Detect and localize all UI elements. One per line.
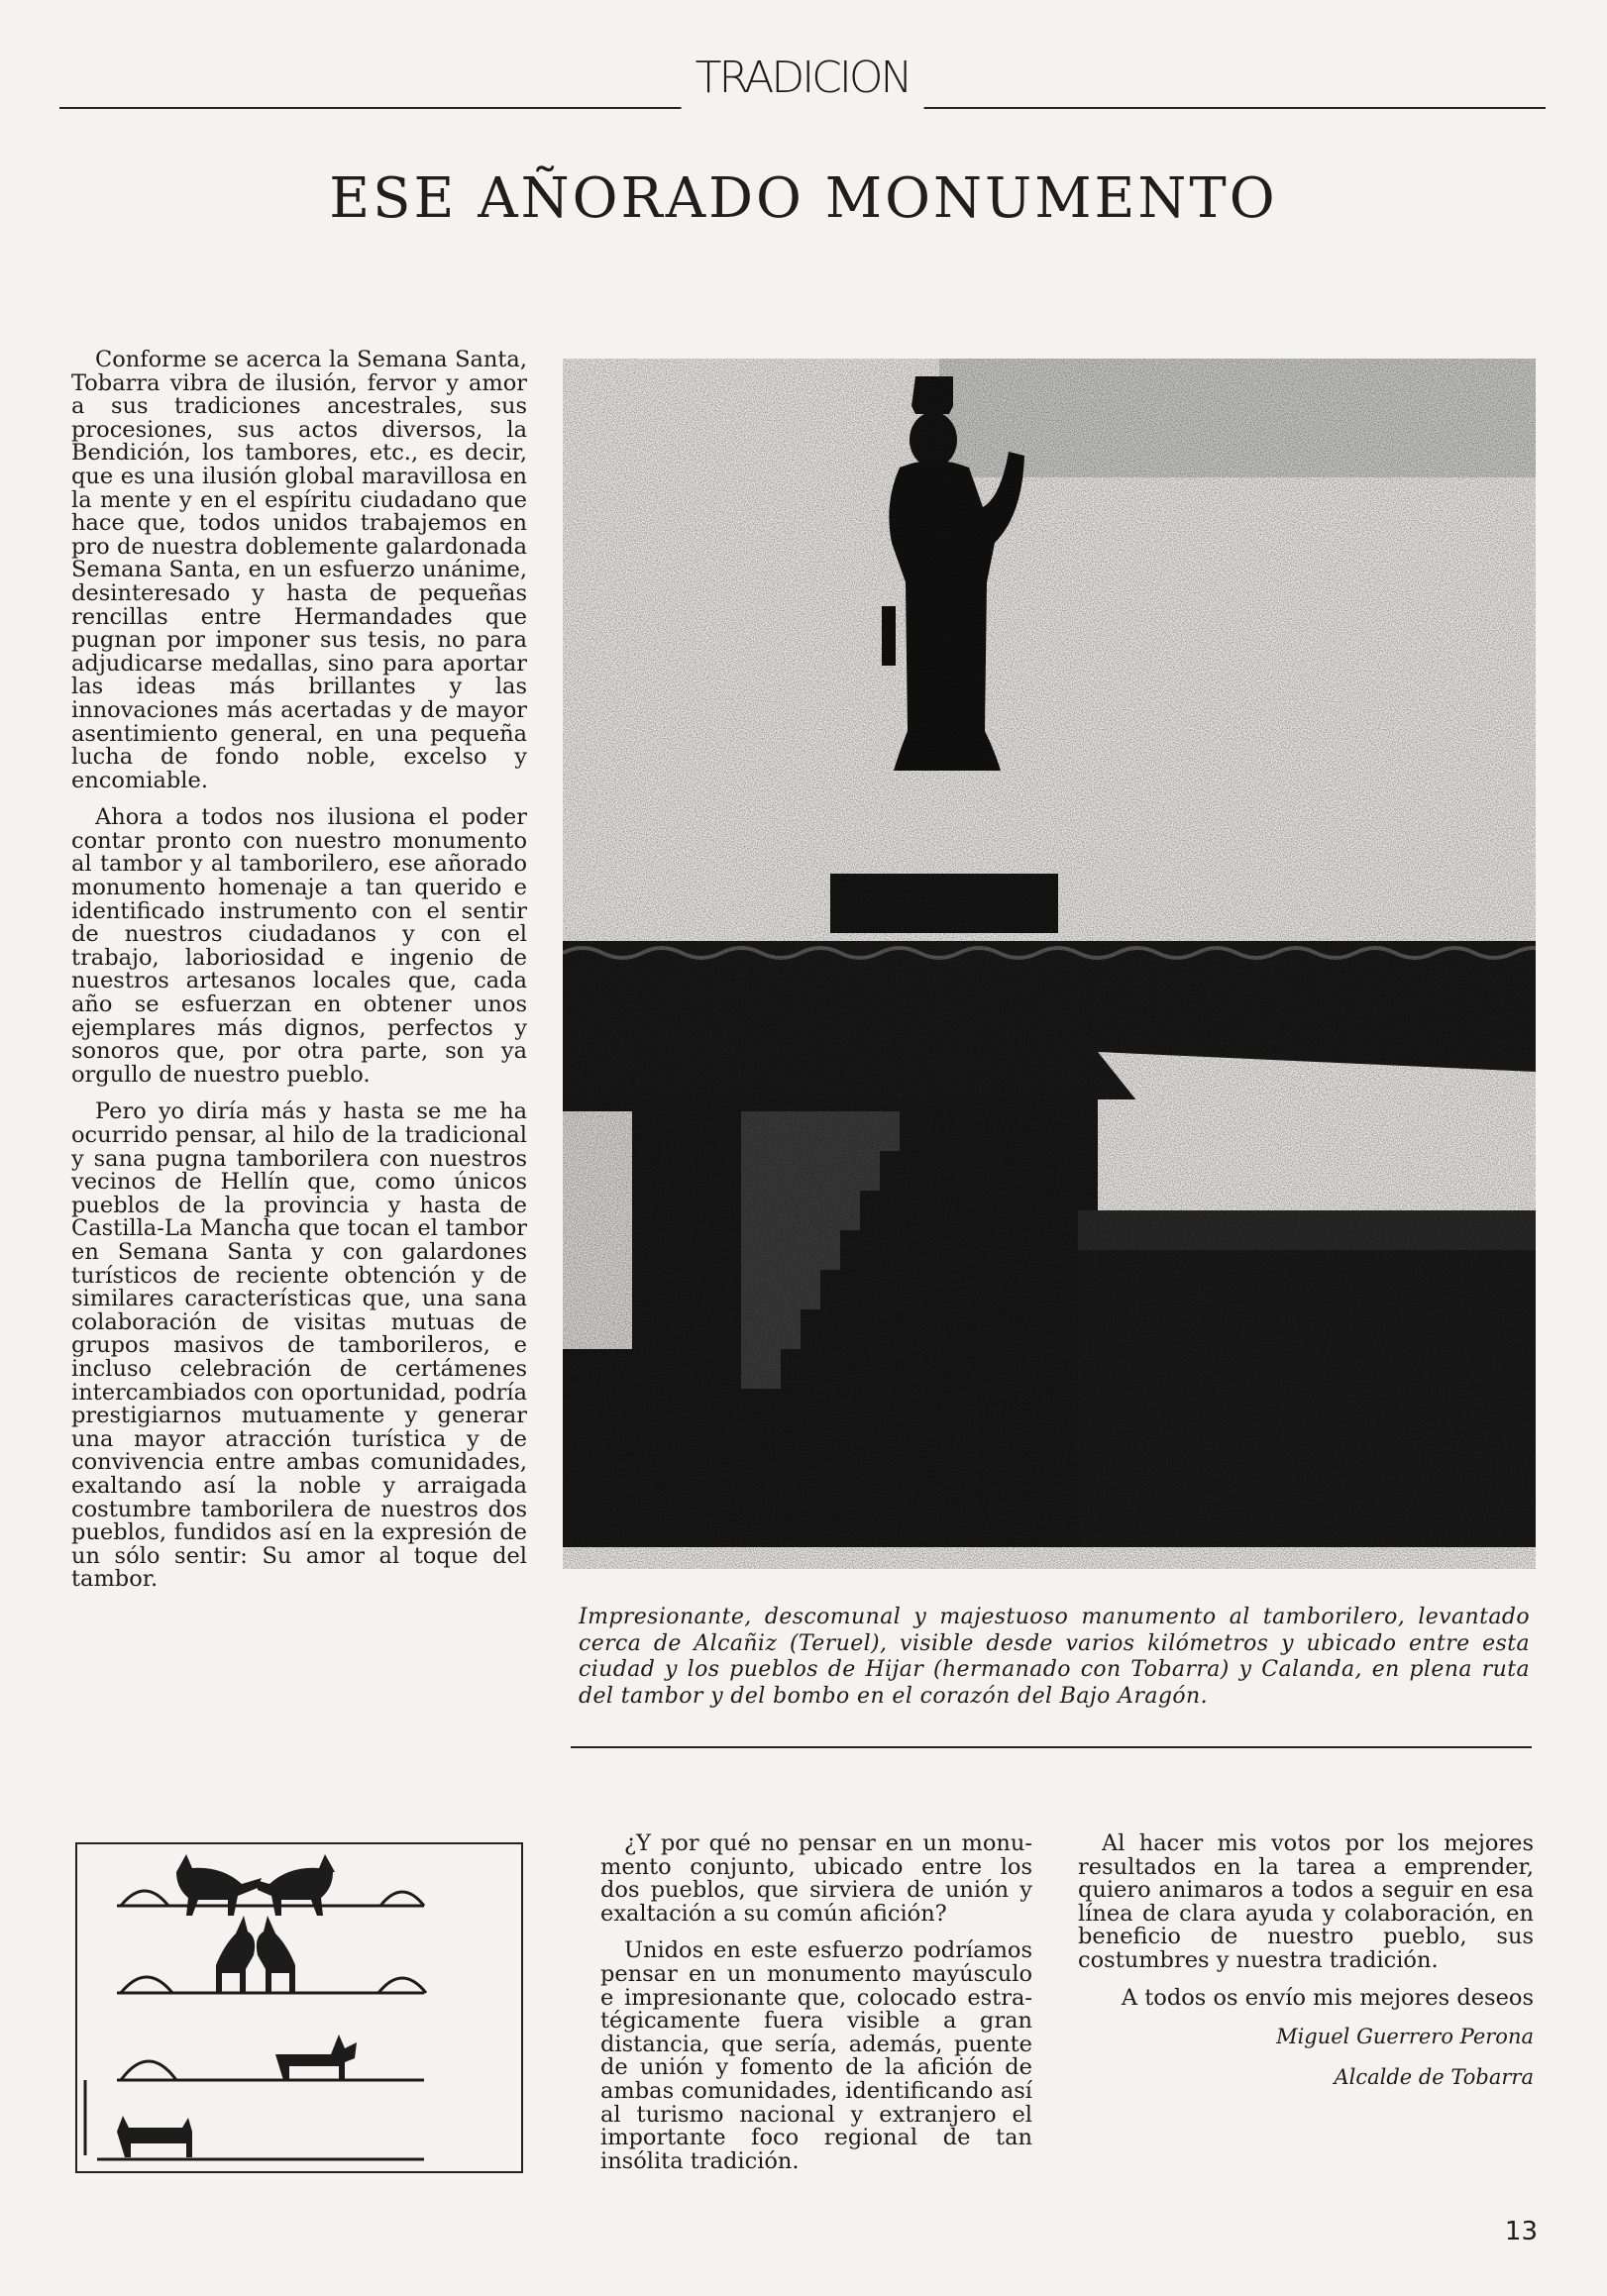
middle-column — [600, 1832, 1032, 2187]
donkeys-drawing — [75, 1842, 523, 2173]
article-title: ESE AÑORADO MONUMENTO — [329, 166, 1278, 231]
monument-photo — [563, 359, 1536, 1569]
monument-photo-drawing — [563, 359, 1536, 1569]
paragraph: ¿Y por qué no pensar en un monumento conjunto, ubicado entre los dos pueblos, que sirviera de unión y exaltación a su común afición? — [600, 1830, 1032, 1927]
donkeys-illustration — [77, 1844, 521, 2171]
caption-divider — [571, 1746, 1532, 1748]
right-column — [1078, 1832, 1534, 2105]
left-column — [71, 349, 527, 1606]
signature-name: Miguel Guerrero Perona — [1276, 2025, 1534, 2049]
paragraph: Unidos en este esfuerzo podríamos pensar en un monumento mayúsculo e impresionante que, colocado estratégicamente fuera visible a gran distancia, que sería, además, puente de unión y fomento de la afición de ambas comunidades, identificando así al turismo nacional y extranjero el importante foco regional de tan insólita tradición. — [600, 1937, 1032, 2174]
page-number: 13 — [1504, 2217, 1538, 2246]
photo-caption: Impresionante, descomunal y majestuoso manumento al tamborilero, levantado cerca de Alcañiz (Teruel), visible desde varios kilómetros y ubicado entre esta ciudad y los pueblos de Hijar (hermanado con Tobarra) y Calanda, en plena ruta del tambor y del bombo en el corazón del Bajo Aragón. — [579, 1605, 1530, 1709]
paragraph: Al hacer mis votos por los mejores resultados en la tarea a emprender, quiero animaros a todos a seguir en esa línea de clara ayuda y colaboración, en beneficio de nuestro pueblo, sus costumbres y nuestra tradición. — [1078, 1830, 1534, 1973]
section-label: TRADICION — [682, 42, 924, 115]
paragraph: Conforme se acerca la Semana Santa, Tobarra vibra de ilusión, fervor y amor a sus tradiciones ancestrales, sus procesiones, sus actos diversos, la Bendición, los tambores, etc., es decir, que es una ilusión global maravillosa en la mente y en el espíritu ciudadano que hace que, todos unidos trabajemos en pro de nuestra doblemente galardonada Semana Santa, en un esfuerzo unánime, desinteresado y hasta de pequeñas rencillas entre Hermandades que pugnan por imponer sus tesis, no para adjudicarse medallas, sino para aportar las ideas más brillantes y las innovaciones más acertadas y de mayor asentimiento general, en una pequeña lucha de fondo noble, excelso y encomiable. — [71, 347, 527, 793]
section-header — [59, 40, 1546, 119]
paragraph: Ahora a todos nos ilusiona el poder contar pronto con nuestro monumento al tambor y al tamborilero, ese añorado monumento homenaje a tan querido e identificado instrumento con el sentir de nuestros ciudadanos y con el trabajo, laboriosidad e ingenio de nuestros artesanos locales que, cada año se esfuerzan en obtener unos ejemplares más dignos, perfectos y sonoros que, por otra parte, son ya orgullo de nuestro pueblo. — [71, 804, 527, 1088]
signature-title: Alcalde de Tobarra — [1334, 2065, 1534, 2090]
paragraph: Pero yo diría más y hasta se me ha ocurrido pensar, al hilo de la tradicional y sana pugna tamborilera con nuestros vecinos de Hellín que, como únicos pueblos de la provincia y hasta de Castilla-La Mancha que tocan el tambor en Semana Santa y con galardones turísticos de reciente obtención y de similares características que, una sana colaboración de visitas mutuas de grupos masivos de tamborileros, e incluso celebración de certámenes intercambiados con oportunidad, podría prestigiarnos mutuamente y generar una mayor atracción turística y de convivencia entre ambas comunidades, exaltando así la noble y arraigada costumbre tamborilera de nuestros dos pueblos, fundidos así en la expresión de un sólo sentir: Su amor al toque del tambor. — [71, 1098, 527, 1593]
closing-line: A todos os envío mis mejores deseos — [1121, 1984, 1534, 2011]
